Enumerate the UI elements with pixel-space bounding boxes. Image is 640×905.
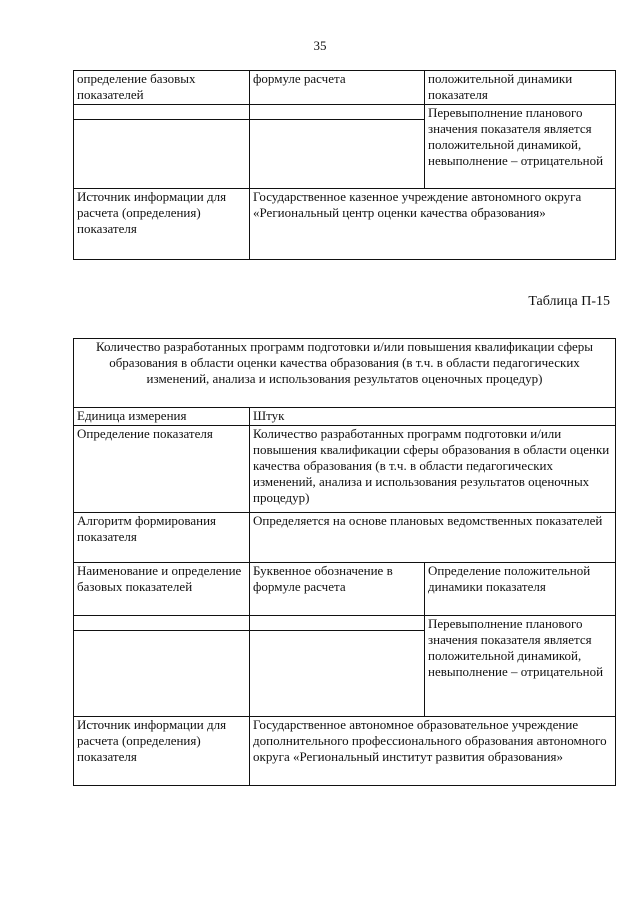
table-cell: Перевыполнение планового значения показателя является положительной динамикой, невыполнение – отрицательной <box>425 105 616 189</box>
table-cell: Буквенное обозначение в формуле расчета <box>250 563 425 616</box>
table-cell <box>74 631 250 717</box>
table-cell <box>250 105 425 120</box>
table-row <box>74 71 616 105</box>
algorithm-label-cell: Алгоритм формирования показателя <box>74 513 250 563</box>
table-row <box>74 408 616 426</box>
table-cell: формуле расчета <box>250 71 425 105</box>
definition-value-cell: Количество разработанных программ подготовки и/или повышения квалификации сферы образования в области оценки качества образования (в т.ч. в области педагогических изменений, анализа и использования результатов оценочных процедур) <box>250 426 616 513</box>
table-cell <box>74 120 250 189</box>
table-cell <box>250 120 425 189</box>
table-cell <box>74 616 250 631</box>
table-title: Количество разработанных программ подготовки и/или повышения квалификации сферы образования в области оценки качества образования (в т.ч. в области педагогических изменений, анализа и использования результатов оценочных процедур) <box>74 339 616 408</box>
table-row <box>74 426 616 513</box>
source-label-cell: Источник информации для расчета (определения) показателя <box>74 717 250 786</box>
table-row <box>74 717 616 786</box>
table-cell <box>250 631 425 717</box>
table-cell: положительной динамики показателя <box>425 71 616 105</box>
table-row <box>74 513 616 563</box>
table-cell: Наименование и определение базовых показателей <box>74 563 250 616</box>
source-value-cell: Государственное казенное учреждение автономного округа «Региональный центр оценки качества образования» <box>250 189 616 260</box>
table-row <box>74 105 616 120</box>
table-row <box>74 189 616 260</box>
algorithm-value-cell: Определяется на основе плановых ведомственных показателей <box>250 513 616 563</box>
table-cell <box>250 616 425 631</box>
table-row <box>74 616 616 631</box>
table-row <box>74 563 616 616</box>
unit-label-cell: Единица измерения <box>74 408 250 426</box>
source-value-cell: Государственное автономное образовательное учреждение дополнительного профессионального образования автономного округа «Региональный институт развития образования» <box>250 717 616 786</box>
indicator-table <box>73 338 616 786</box>
table-cell <box>74 105 250 120</box>
table-caption: Таблица П-15 <box>528 294 610 309</box>
table-cell: определение базовых показателей <box>74 71 250 105</box>
table-title-row <box>74 339 616 408</box>
unit-value-cell: Штук <box>250 408 616 426</box>
page-number: 35 <box>313 38 327 53</box>
indicator-table-continued <box>73 70 616 260</box>
definition-label-cell: Определение показателя <box>74 426 250 513</box>
table-cell: Перевыполнение планового значения показателя является положительной динамикой, невыполнение – отрицательной <box>425 616 616 717</box>
table-cell: Определение положительной динамики показателя <box>425 563 616 616</box>
source-label-cell: Источник информации для расчета (определения) показателя <box>74 189 250 260</box>
